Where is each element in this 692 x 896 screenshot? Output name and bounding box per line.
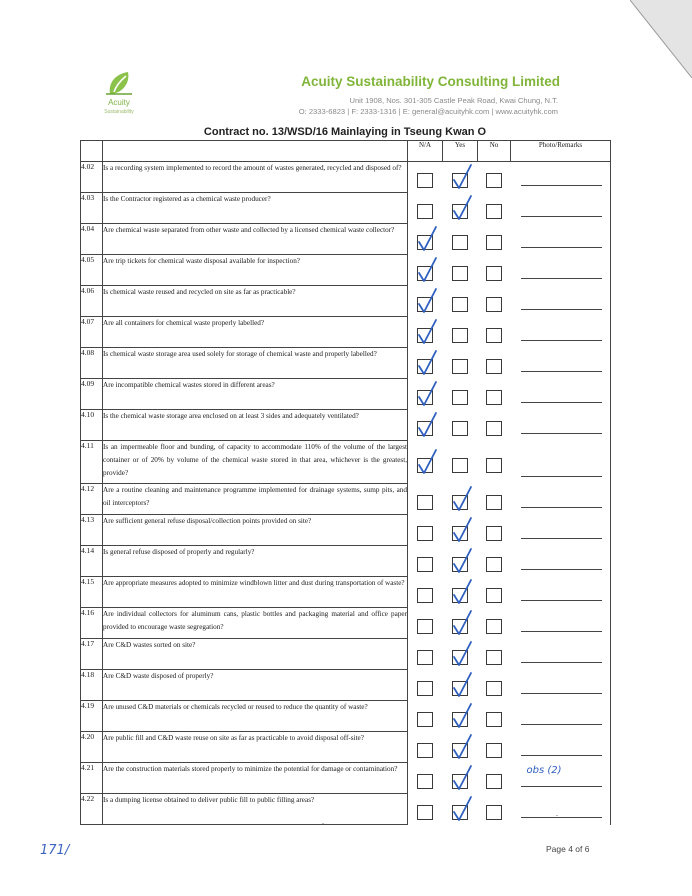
- checkbox-no[interactable]: [486, 681, 502, 696]
- answer-cell-na: [408, 193, 443, 224]
- item-number: 4.05: [81, 255, 103, 286]
- checkbox-no[interactable]: [486, 235, 502, 250]
- remark-cell: [511, 794, 611, 825]
- remark-line[interactable]: [521, 693, 603, 694]
- checkbox-no[interactable]: [486, 743, 502, 758]
- checkbox-yes[interactable]: [452, 328, 468, 343]
- item-number: 4.17: [81, 639, 103, 670]
- checklist-row: [81, 224, 611, 255]
- checkbox-yes[interactable]: [452, 458, 468, 473]
- answer-cell-no: [478, 193, 511, 224]
- answer-cell-na: [408, 224, 443, 255]
- checkbox-yes[interactable]: [452, 204, 468, 219]
- checkbox-no[interactable]: [486, 774, 502, 789]
- checklist-row: [81, 794, 611, 825]
- item-number: 4.02: [81, 162, 103, 193]
- remark-cell: [511, 670, 611, 701]
- remark-line[interactable]: [521, 371, 603, 372]
- checkmark-icon: [449, 194, 475, 222]
- checkbox-no[interactable]: [486, 458, 502, 473]
- remark-cell: [511, 515, 611, 546]
- checkbox-no[interactable]: [486, 204, 502, 219]
- answer-cell-na: [408, 794, 443, 825]
- checkbox-no[interactable]: [486, 359, 502, 374]
- remark-cell: [511, 348, 611, 379]
- checklist-row: [81, 577, 611, 608]
- checkmark-icon: [414, 318, 440, 346]
- answer-cell-na: [408, 577, 443, 608]
- checkbox-na[interactable]: [417, 650, 433, 665]
- header-remarks: Photo/Remarks: [511, 141, 611, 162]
- answer-cell-na: [408, 763, 443, 794]
- checkbox-na[interactable]: [417, 805, 433, 820]
- checkbox-na[interactable]: [417, 235, 433, 250]
- checkmark-icon: [414, 225, 440, 253]
- checkbox-yes[interactable]: [452, 421, 468, 436]
- remark-cell: [511, 577, 611, 608]
- remark-line[interactable]: [521, 600, 603, 601]
- item-number: 4.13: [81, 515, 103, 546]
- item-question: Are individual collectors for aluminum cans, plastic bottles and packaging material and office paper provided to encourage waste segregation?: [103, 608, 408, 639]
- checklist-row: [81, 348, 611, 379]
- checkbox-na[interactable]: [417, 328, 433, 343]
- handwritten-note: 171/: [40, 843, 70, 858]
- remark-line[interactable]: [521, 433, 603, 434]
- company-address: Unit 1908, Nos. 301-305 Castle Peak Road, Kwai Chung, N.T.: [349, 96, 558, 105]
- item-question: Are public fill and C&D waste reuse on site as far as practicable to avoid disposal off-site?: [103, 732, 408, 763]
- checkmark-icon: [449, 795, 475, 823]
- checkbox-no[interactable]: [486, 495, 502, 510]
- checklist-row: [81, 286, 611, 317]
- checkmark-icon: [414, 256, 440, 284]
- item-question: Are a routine cleaning and maintenance programme implemented for drainage systems, sump pits, and oil interceptors?: [103, 484, 408, 515]
- answer-cell-yes: [443, 608, 478, 639]
- answer-cell-yes: [443, 546, 478, 577]
- remark-line[interactable]: [521, 340, 603, 341]
- answer-cell-yes: [443, 317, 478, 348]
- checkbox-yes[interactable]: [452, 173, 468, 188]
- answer-cell-na: [408, 410, 443, 441]
- checkmark-icon: [414, 349, 440, 377]
- answer-cell-no: [478, 162, 511, 193]
- checkbox-yes[interactable]: [452, 619, 468, 634]
- answer-cell-yes: [443, 794, 478, 825]
- remark-line[interactable]: [521, 216, 603, 217]
- answer-cell-yes: [443, 701, 478, 732]
- company-name: Acuity Sustainability Consulting Limited: [301, 74, 560, 89]
- checkbox-no[interactable]: [486, 526, 502, 541]
- remark-cell: [511, 441, 611, 484]
- page-number: Page 4 of 6: [546, 844, 590, 854]
- page-fold-corner: [630, 0, 692, 78]
- answer-cell-yes: [443, 410, 478, 441]
- item-question: Are incompatible chemical wastes stored in different areas?: [103, 379, 408, 410]
- checklist-row: [81, 546, 611, 577]
- company-contact: O: 2333-6823 | F: 2333-1316 | E: general@acuityhk.com | www.acuityhk.com: [298, 107, 558, 116]
- answer-cell-no: [478, 484, 511, 515]
- checkmark-icon: [414, 287, 440, 315]
- checkbox-no[interactable]: [486, 557, 502, 572]
- checkbox-na[interactable]: [417, 557, 433, 572]
- checkmark-icon: [414, 411, 440, 439]
- item-number: 4.09: [81, 379, 103, 410]
- item-question: Is an impermeable floor and bunding, of capacity to accommodate 110% of the volume of the largest container or of 20% by volume of the chemical waste stored in that area, whichever is the greatest, provide?: [103, 441, 408, 484]
- checkbox-no[interactable]: [486, 650, 502, 665]
- answer-cell-no: [478, 317, 511, 348]
- answer-cell-yes: [443, 732, 478, 763]
- header-no: No: [478, 141, 511, 162]
- checklist-row: [81, 515, 611, 546]
- checkbox-yes[interactable]: [452, 557, 468, 572]
- checkbox-na[interactable]: [417, 619, 433, 634]
- answer-cell-yes: [443, 255, 478, 286]
- item-question: Are the construction materials stored properly to minimize the potential for damage or contamination?: [103, 763, 408, 794]
- checkbox-no[interactable]: [486, 619, 502, 634]
- item-question: Are C&D waste disposed of properly?: [103, 670, 408, 701]
- checklist-row: [81, 608, 611, 639]
- checklist-row: [81, 162, 611, 193]
- checklist-row: [81, 639, 611, 670]
- remark-line[interactable]: [521, 631, 603, 632]
- answer-cell-na: [408, 732, 443, 763]
- checkmark-icon: [414, 448, 440, 476]
- logo-subtitle: Sustainability: [104, 109, 134, 115]
- checkmark-icon: [449, 578, 475, 606]
- remark-line[interactable]: [521, 755, 603, 756]
- answer-cell-yes: [443, 577, 478, 608]
- remark-cell: [511, 410, 611, 441]
- checkbox-na[interactable]: [417, 266, 433, 281]
- remark-cell: [511, 608, 611, 639]
- answer-cell-na: [408, 348, 443, 379]
- checklist-row: [81, 701, 611, 732]
- answer-cell-no: [478, 732, 511, 763]
- item-number: 4.10: [81, 410, 103, 441]
- item-number: 4.14: [81, 546, 103, 577]
- answer-cell-na: [408, 608, 443, 639]
- item-question: Are sufficient general refuse disposal/collection points provided on site?: [103, 515, 408, 546]
- answer-cell-na: [408, 670, 443, 701]
- item-number: 4.20: [81, 732, 103, 763]
- checkbox-yes[interactable]: [452, 390, 468, 405]
- remark-cell: [511, 701, 611, 732]
- answer-cell-yes: [443, 763, 478, 794]
- checkbox-na[interactable]: [417, 458, 433, 473]
- checkbox-no[interactable]: [486, 328, 502, 343]
- item-number: 4.21: [81, 763, 103, 794]
- answer-cell-na: [408, 515, 443, 546]
- checkbox-na[interactable]: [417, 297, 433, 312]
- checkbox-yes[interactable]: [452, 526, 468, 541]
- checkbox-yes[interactable]: [452, 681, 468, 696]
- checkbox-yes[interactable]: [452, 297, 468, 312]
- checklist-row: [81, 484, 611, 515]
- checkmark-icon: [449, 547, 475, 575]
- remark-line[interactable]: [521, 185, 603, 186]
- checklist-row: [81, 410, 611, 441]
- answer-cell-na: [408, 639, 443, 670]
- scan-speck: [556, 815, 558, 816]
- checklist-row: [81, 193, 611, 224]
- table-header-row: [81, 141, 611, 162]
- checkbox-na[interactable]: [417, 495, 433, 510]
- answer-cell-na: [408, 484, 443, 515]
- answer-cell-no: [478, 794, 511, 825]
- remark-cell: [511, 546, 611, 577]
- item-number: 4.08: [81, 348, 103, 379]
- checkmark-icon: [449, 609, 475, 637]
- answer-cell-yes: [443, 286, 478, 317]
- answer-cell-no: [478, 379, 511, 410]
- checkmark-icon: [449, 485, 475, 513]
- item-question: Is chemical waste reused and recycled on site as far as practicable?: [103, 286, 408, 317]
- checkbox-no[interactable]: [486, 266, 502, 281]
- checkbox-yes[interactable]: [452, 774, 468, 789]
- answer-cell-na: [408, 286, 443, 317]
- checkbox-no[interactable]: [486, 390, 502, 405]
- answer-cell-no: [478, 701, 511, 732]
- checkbox-na[interactable]: [417, 712, 433, 727]
- answer-cell-no: [478, 546, 511, 577]
- checkbox-no[interactable]: [486, 712, 502, 727]
- remark-line[interactable]: [521, 786, 603, 787]
- item-question: Is a dumping license obtained to deliver public fill to public filling areas?: [103, 794, 408, 825]
- answer-cell-yes: [443, 162, 478, 193]
- remark-cell: [511, 763, 611, 794]
- remark-line[interactable]: [521, 278, 603, 279]
- checklist-row: [81, 732, 611, 763]
- checklist-row: [81, 317, 611, 348]
- item-number: 4.06: [81, 286, 103, 317]
- answer-cell-na: [408, 441, 443, 484]
- answer-cell-na: [408, 379, 443, 410]
- answer-cell-yes: [443, 515, 478, 546]
- answer-cell-no: [478, 515, 511, 546]
- remark-text: obs (2): [526, 764, 562, 776]
- item-number: 4.04: [81, 224, 103, 255]
- answer-cell-no: [478, 577, 511, 608]
- answer-cell-no: [478, 763, 511, 794]
- checkbox-no[interactable]: [486, 421, 502, 436]
- answer-cell-yes: [443, 484, 478, 515]
- checklist-row: [81, 379, 611, 410]
- answer-cell-no: [478, 286, 511, 317]
- answer-cell-no: [478, 608, 511, 639]
- item-question: Are C&D wastes sorted on site?: [103, 639, 408, 670]
- checkbox-no[interactable]: [486, 173, 502, 188]
- logo-name: Acuity: [108, 98, 130, 107]
- checkmark-icon: [449, 702, 475, 730]
- remark-cell: [511, 286, 611, 317]
- checkmark-icon: [449, 163, 475, 191]
- checkbox-na[interactable]: [417, 173, 433, 188]
- remark-cell: [511, 732, 611, 763]
- checklist-body: [81, 162, 611, 825]
- remark-cell: [511, 224, 611, 255]
- checkbox-yes[interactable]: [452, 235, 468, 250]
- answer-cell-na: [408, 255, 443, 286]
- checkbox-na[interactable]: [417, 359, 433, 374]
- remark-cell: [511, 255, 611, 286]
- checkbox-yes[interactable]: [452, 743, 468, 758]
- checkmark-icon: [449, 640, 475, 668]
- remark-line[interactable]: [521, 724, 603, 725]
- answer-cell-no: [478, 670, 511, 701]
- answer-cell-yes: [443, 441, 478, 484]
- remark-cell: [511, 193, 611, 224]
- checkbox-na[interactable]: [417, 588, 433, 603]
- remark-cell: [511, 639, 611, 670]
- logo-leaf-icon: [102, 68, 136, 98]
- checkmark-icon: [449, 733, 475, 761]
- answer-cell-no: [478, 639, 511, 670]
- item-number: 4.07: [81, 317, 103, 348]
- checkbox-no[interactable]: [486, 588, 502, 603]
- answer-cell-yes: [443, 639, 478, 670]
- remark-cell: [511, 317, 611, 348]
- checkbox-yes[interactable]: [452, 266, 468, 281]
- checklist-table: [80, 140, 611, 825]
- checkmark-icon: [414, 380, 440, 408]
- item-number: 4.18: [81, 670, 103, 701]
- item-number: 4.19: [81, 701, 103, 732]
- answer-cell-no: [478, 224, 511, 255]
- remark-line[interactable]: [521, 476, 603, 477]
- item-question: Is the chemical waste storage area enclosed on at least 3 sides and adequately ventilated?: [103, 410, 408, 441]
- checklist-row: [81, 441, 611, 484]
- remark-cell: [511, 162, 611, 193]
- checkbox-na[interactable]: [417, 390, 433, 405]
- checkbox-na[interactable]: [417, 774, 433, 789]
- checkbox-yes[interactable]: [452, 712, 468, 727]
- header-num: [81, 141, 103, 162]
- answer-cell-no: [478, 348, 511, 379]
- item-question: Are unused C&D materials or chemicals recycled or reused to reduce the quantity of waste?: [103, 701, 408, 732]
- item-number: 4.15: [81, 577, 103, 608]
- answer-cell-yes: [443, 193, 478, 224]
- answer-cell-yes: [443, 348, 478, 379]
- checkbox-yes[interactable]: [452, 359, 468, 374]
- checkmark-icon: [449, 671, 475, 699]
- answer-cell-no: [478, 410, 511, 441]
- checkbox-na[interactable]: [417, 204, 433, 219]
- answer-cell-na: [408, 162, 443, 193]
- answer-cell-yes: [443, 670, 478, 701]
- item-question: Is the Contractor registered as a chemical waste producer?: [103, 193, 408, 224]
- item-number: 4.03: [81, 193, 103, 224]
- item-question: Are all containers for chemical waste properly labelled?: [103, 317, 408, 348]
- answer-cell-no: [478, 441, 511, 484]
- checkmark-icon: [449, 516, 475, 544]
- item-question: Are chemical waste separated from other waste and collected by a licensed chemical waste collector?: [103, 224, 408, 255]
- answer-cell-no: [478, 255, 511, 286]
- item-number: 4.16: [81, 608, 103, 639]
- scan-speck: [322, 823, 324, 824]
- answer-cell-na: [408, 317, 443, 348]
- checkbox-na[interactable]: [417, 421, 433, 436]
- remark-cell: [511, 484, 611, 515]
- checkbox-yes[interactable]: [452, 805, 468, 820]
- answer-cell-yes: [443, 379, 478, 410]
- item-question: Is chemical waste storage area used solely for storage of chemical waste and properly labelled?: [103, 348, 408, 379]
- item-question: Are trip tickets for chemical waste disposal available for inspection?: [103, 255, 408, 286]
- item-number: 4.11: [81, 441, 103, 484]
- remark-line[interactable]: [521, 507, 603, 508]
- item-number: 4.22: [81, 794, 103, 825]
- checkbox-na[interactable]: [417, 681, 433, 696]
- item-question: Are appropriate measures adopted to minimize windblown litter and dust during transportation of waste?: [103, 577, 408, 608]
- checkbox-yes[interactable]: [452, 650, 468, 665]
- remark-line[interactable]: [521, 309, 603, 310]
- checkbox-yes[interactable]: [452, 588, 468, 603]
- checklist-row: [81, 763, 611, 794]
- remark-line[interactable]: [521, 569, 603, 570]
- item-question: Is a recording system implemented to record the amount of wastes generated, recycled and disposed of?: [103, 162, 408, 193]
- header-question: [103, 141, 408, 162]
- checkbox-yes[interactable]: [452, 495, 468, 510]
- checkbox-no[interactable]: [486, 297, 502, 312]
- remark-line[interactable]: [521, 817, 603, 818]
- remark-cell: [511, 379, 611, 410]
- remark-line[interactable]: [521, 662, 603, 663]
- remark-line[interactable]: [521, 538, 603, 539]
- remark-line[interactable]: [521, 247, 603, 248]
- checklist-row: [81, 670, 611, 701]
- checkbox-no[interactable]: [486, 805, 502, 820]
- header-na: N/A: [408, 141, 443, 162]
- answer-cell-yes: [443, 224, 478, 255]
- answer-cell-na: [408, 701, 443, 732]
- item-number: 4.12: [81, 484, 103, 515]
- answer-cell-na: [408, 546, 443, 577]
- header-yes: Yes: [443, 141, 478, 162]
- item-question: Is general refuse disposed of properly and regularly?: [103, 546, 408, 577]
- contract-title: Contract no. 13/WSD/16 Mainlaying in Tseung Kwan O: [203, 126, 487, 138]
- checkmark-icon: [449, 764, 475, 792]
- checkbox-na[interactable]: [417, 743, 433, 758]
- remark-line[interactable]: [521, 402, 603, 403]
- checklist-row: [81, 255, 611, 286]
- checkbox-na[interactable]: [417, 526, 433, 541]
